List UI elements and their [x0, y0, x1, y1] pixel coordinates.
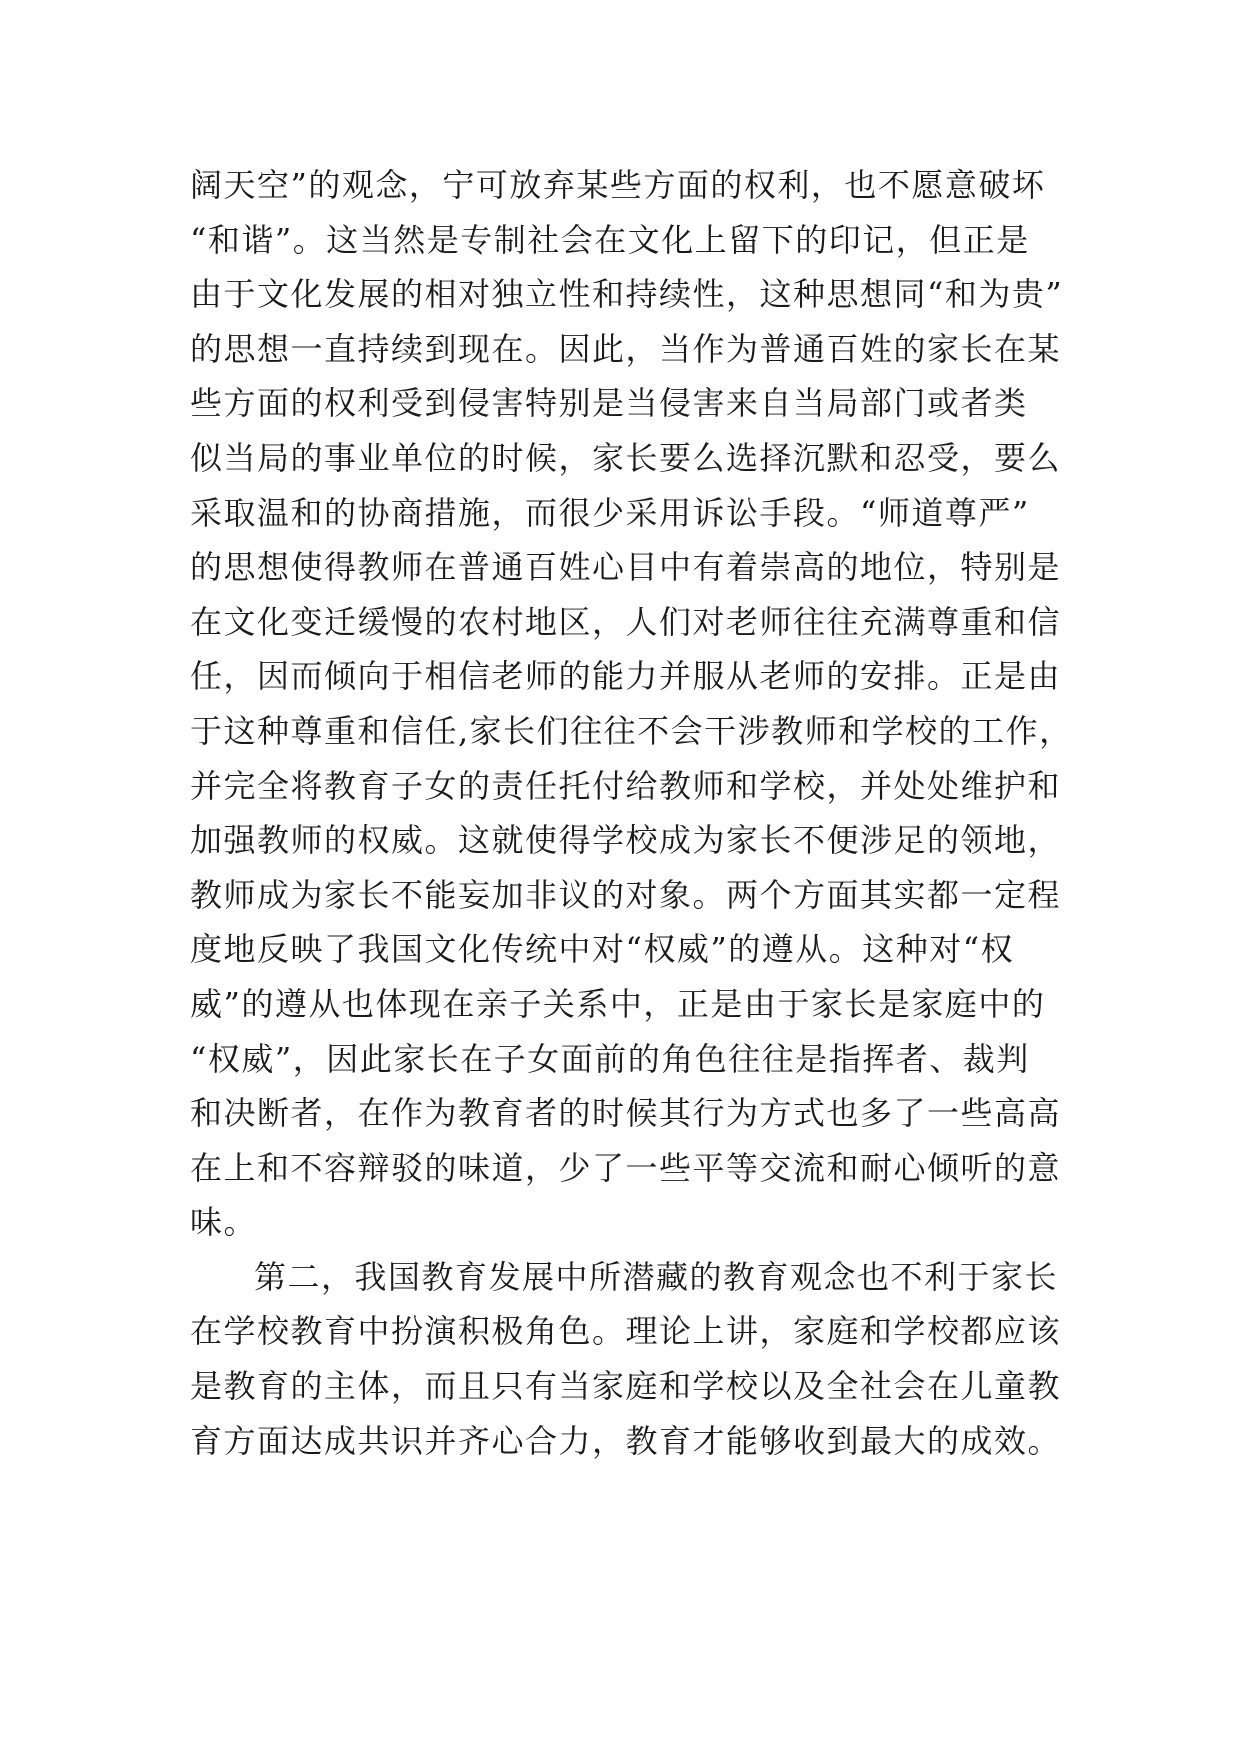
text-line: 采取温和的协商措施，而很少采用诉讼手段。“师道尊严” — [190, 493, 1030, 532]
text-line: 度地反映了我国文化传统中对“权威”的遵从。这种对“权 — [190, 930, 1015, 969]
text-line: 是教育的主体，而且只有当家庭和学校以及全社会在儿童教 — [190, 1367, 1062, 1406]
text-line: 些方面的权利受到侵害特别是当侵害来自当局部门或者类 — [190, 384, 1028, 423]
text-line: 于这种尊重和信任,家长们往往不会干涉教师和学校的工作， — [190, 711, 1073, 750]
text-line: 和决断者，在作为教育者的时候其行为方式也多了一些高高 — [190, 1094, 1062, 1133]
text-line: 第二，我国教育发展中所潜藏的教育观念也不利于家长 — [254, 1257, 1059, 1296]
text-line: 的思想使得教师在普通百姓心目中有着崇高的地位，特别是 — [190, 548, 1062, 587]
text-line: 在文化变迁缓慢的农村地区，人们对老师往往充满尊重和信 — [190, 602, 1062, 641]
text-line: 阔天空”的观念，宁可放弃某些方面的权利，也不愿意破坏 — [190, 166, 1046, 204]
text-line: “权威”，因此家长在子女面前的角色往往是指挥者、裁判 — [190, 1039, 1030, 1078]
text-line: 加强教师的权威。这就使得学校成为家长不便涉足的领地， — [190, 821, 1062, 860]
text-line: 在学校教育中扮演积极角色。理论上讲，家庭和学校都应该 — [190, 1312, 1062, 1351]
text-line: 并完全将教育子女的责任托付给教师和学校，并处处维护和 — [190, 766, 1062, 805]
text-line: 的思想一直持续到现在。因此，当作为普通百姓的家长在某 — [190, 329, 1062, 368]
text-line: 教师成为家长不能妄加非议的对象。两个方面其实都一定程 — [190, 875, 1062, 914]
text-line: 由于文化发展的相对独立性和持续性，这种思想同“和为贵” — [190, 275, 1064, 314]
body-text — [190, 158, 1073, 1468]
text-line: “和谐”。这当然是专制社会在文化上留下的印记，但正是 — [190, 220, 1030, 259]
text-line: 任，因而倾向于相信老师的能力并服从老师的安排。正是由 — [190, 657, 1062, 696]
text-line: 似当局的事业单位的时候，家长要么选择沉默和忍受，要么 — [190, 438, 1062, 477]
text-line: 威”的遵从也体现在亲子关系中，正是由于家长是家庭中的 — [190, 984, 1046, 1023]
text-line: 味。 — [190, 1203, 258, 1242]
text-line: 在上和不容辩驳的味道，少了一些平等交流和耐心倾听的意 — [190, 1148, 1062, 1187]
text-line: 育方面达成共识并齐心合力，教育才能够收到最大的成效。 — [190, 1421, 1062, 1460]
